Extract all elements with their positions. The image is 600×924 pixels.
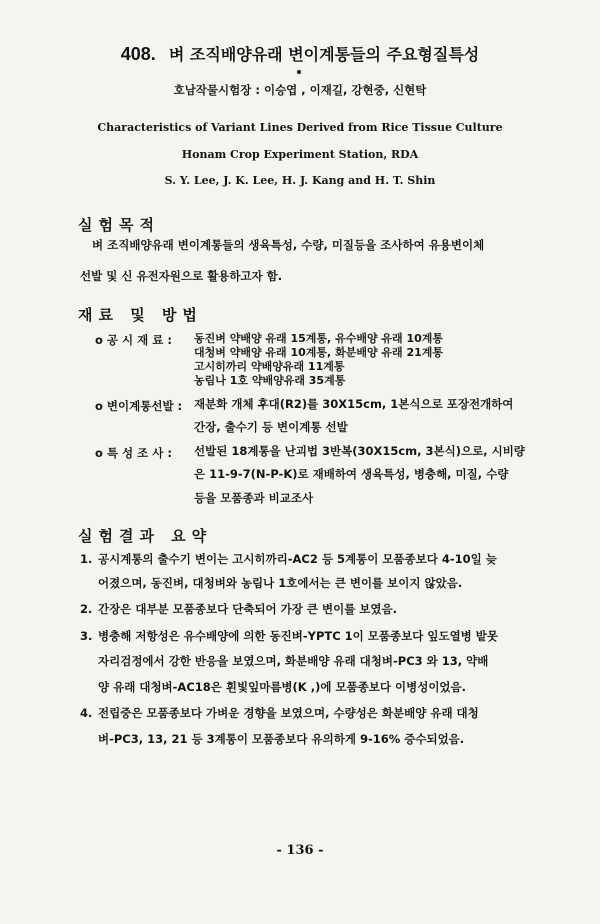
result-item-4	[80, 705, 479, 722]
authors-english: S. Y. Lee, J. K. Lee, H. J. Kang and H. T. Shin	[164, 174, 436, 187]
page-number: - 136 -	[276, 843, 324, 858]
selection-line-2: 간장, 출수기 등 변이계통 선발	[194, 420, 348, 434]
result-item-1-cont: 어졌으며, 동진벼, 대청벼와 농림나 1호에서는 큰 변이를 보이지 않았음.	[98, 576, 463, 590]
survey-label: o 특 성 조 사 :	[95, 446, 172, 460]
result-item-3-cont-2: 양 유래 대청벼-AC18은 흰빛잎마름병(K ,)에 모품종보다 이병성이었음.	[98, 680, 467, 694]
result-item-3-cont-1: 자리검정에서 강한 반응을 보였으며, 화분배양 유래 대청벼-PC3 와 13, 약배	[98, 654, 489, 668]
materials-label: o 공 시 재 료 :	[95, 333, 172, 347]
result-item-3	[80, 628, 498, 645]
section-heading-results: 실험결과 요약	[78, 527, 213, 545]
materials-line-4: 농림나 1호 약배양유래 35계통	[194, 374, 346, 387]
purpose-line-1: 벼 조직배양유래 변이계통들의 생육특성, 수량, 미질등을 조사하여 유용변이체	[92, 238, 485, 252]
result-number: 3.	[80, 629, 93, 643]
materials-line-1: 동진벼 약배양 유래 15계통, 유수배양 유래 10계통	[194, 332, 444, 345]
authors-korean: 호남작물시험장 : 이승엽 , 이재길, 강현중, 신현탁	[173, 83, 427, 97]
result-item-4-cont: 벼-PC3, 13, 21 등 3계통이 모품종보다 유의하게 9-16% 증수되었음.	[98, 732, 465, 746]
result-number: 2.	[80, 602, 93, 616]
result-number: 1.	[80, 552, 93, 566]
result-text: 전립중은 모품종보다 가벼운 경향을 보였으며, 수량성은 화분배양 유래 대청	[98, 706, 479, 720]
result-number: 4.	[80, 706, 93, 720]
abstract-number: 408.	[120, 44, 156, 64]
materials-line-2: 대청벼 약배양 유래 10계통, 화분배양 유래 21계통	[194, 346, 444, 359]
survey-line-3: 등을 모품종과 비교조사	[194, 491, 314, 505]
institute-english: Honam Crop Experiment Station, RDA	[181, 148, 419, 161]
survey-line-2: 은 11-9-7(N-P-K)로 재배하여 생육특성, 병충해, 미질, 수량	[194, 467, 509, 481]
result-text: 병충해 저항성은 유수배양에 의한 동진벼-YPTC 1이 모품종보다 잎도열병 밭못	[98, 629, 499, 643]
result-item-2	[80, 601, 397, 618]
materials-line-3: 고시히까리 약배양유래 11계통	[194, 360, 345, 373]
purpose-line-2: 선발 및 신 유전자원으로 활용하고자 함.	[80, 269, 283, 283]
result-text: 간장은 대부분 모품종보다 단축되어 가장 큰 변이를 보였음.	[98, 602, 398, 616]
paper-title	[0, 42, 600, 65]
result-item-1	[80, 551, 497, 568]
survey-line-1: 선발된 18계통을 난괴법 3반복(30X15cm, 3본식)으로, 시비량	[194, 444, 525, 458]
selection-label: o 변이계통선발 :	[95, 399, 183, 413]
footnote-dot-icon	[297, 70, 301, 74]
title-english: Characteristics of Variant Lines Derived from Rice Tissue Culture	[97, 121, 503, 134]
section-heading-methods: 재료 및 방법	[78, 306, 203, 324]
selection-line-1: 재분화 개체 후대(R2)를 30X15cm, 1본식으로 포장전개하여	[194, 397, 514, 411]
title-korean: 벼 조직배양유래 변이계통들의 주요형질특성	[168, 45, 480, 64]
result-text: 공시계통의 출수기 변이는 고시히까리-AC2 등 5계통이 모품종보다 4-10일 늦	[98, 552, 497, 566]
section-heading-purpose: 실험목적	[78, 216, 160, 234]
